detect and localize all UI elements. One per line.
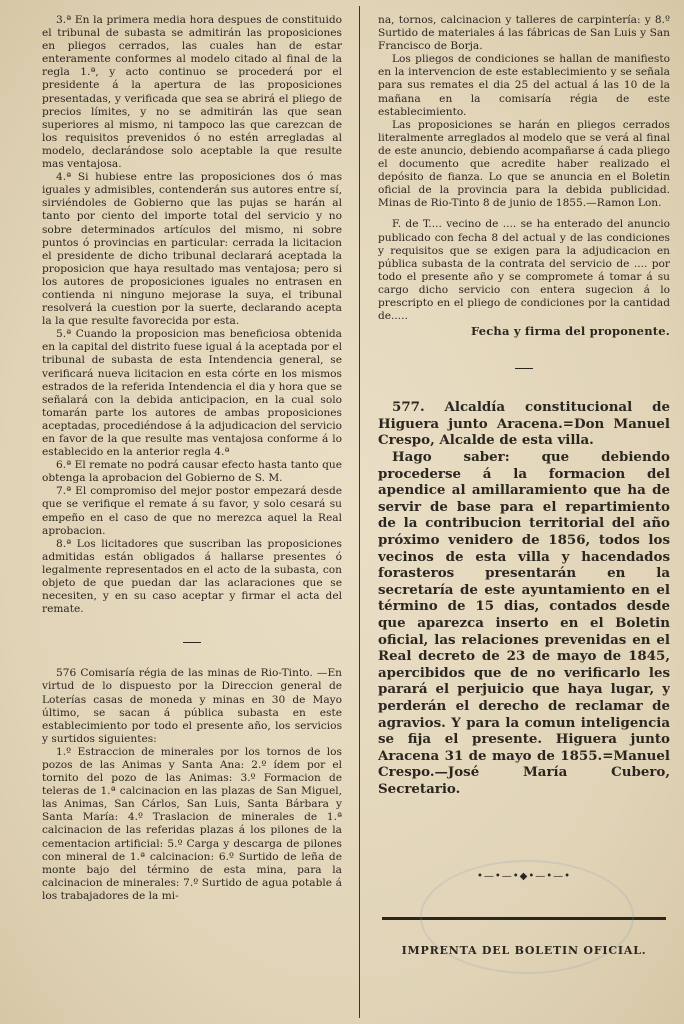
rule-6-paragraph: 6.ª El remate no podrá causar efecto hasta tanto que obtenga la aprobacion del Gobierno de S. M. <box>42 459 342 485</box>
notice-576-proposals: Las proposiciones se harán en pliegos cerrados literalmente arreglados al modelo que se verá al final de este anuncio, debiendo acompañarse á cada pliego el documento que acredite haber realizado el depósito de fianza. Lo que se anuncia en el Boletin oficial de la provincia para la debida publicidad. Minas de Rio-Tinto 8 de junio de 1855.—Ramon Lon. <box>378 118 670 210</box>
section-divider <box>515 368 533 369</box>
proposal-model-signature: Fecha y firma del proponente. <box>470 324 670 339</box>
notice-577-heading: 577. Alcaldía constitucional de Higuera junto Aracena.=Don Manuel Crespo, Alcalde de esta villa. <box>378 399 670 449</box>
notice-576-intro: 576 Comisaría régia de las minas de Rio-Tinto. —En virtud de lo dispuesto por la Direccion general de Loterías casas de moneda y minas en 30 de Mayo último, se sacan á pública subasta en este establecimiento por todo el presente año, los servicios y surtidos siguientes: <box>42 667 342 745</box>
notice-576-conditions: Los pliegos de condiciones se hallan de manifiesto en la intervencion de este establecimiento y se señala para sus remates el dia 25 del actual á las 10 de la mañana en la comisaría régia de este establecimiento. <box>378 53 670 118</box>
ornament-divider: •—•—•◆•—•—• <box>476 870 572 882</box>
rule-3-paragraph: 3.ª En la primera media hora despues de constituido el tribunal de subasta se admitirán las proposiciones en pliegos cerrados, las cuales han de estar enteramente conformes al modelo citado al final de la regla 1.ª, y acto continuo se procederá por el presidente á la apertura de las proposiciones presentadas, y verificada que sea se abrirá el pliego de precios límites, y no se admitirán las que sean superiores al mismo, ni tampoco las que carezcan de los requisitos prevenidos ó no estén arregladas al modelo, declarándose solo aceptable la que resulte mas ventajosa. <box>42 14 342 171</box>
rule-8-paragraph: 8.ª Los licitadores que suscriban las proposiciones admitidas están obligados á hallarse presentes ó legalmente representados en el acto de la subasta, con objeto de que puedan dar las aclaraciones que se necesiten, y en su caso aceptar y firmar el acta del remate. <box>42 537 342 616</box>
left-column <box>42 14 342 903</box>
imprint-line: IMPRENTA DEL BOLETIN OFICIAL. <box>401 943 647 957</box>
notice-577-body: Hago saber: que debiendo procederse á la formacion del apendice al amillaramiento que ha de servir de base para el repartimiento de la contribucion territorial del año próximo venidero de 1856, todos los vecinos de esta villa y hacendados forasteros presentarán en la secretaría de este ayuntamiento en el término de 15 dias, contados desde que aparezca inserto en el Boletin oficial, las relaciones prevenidas en el Real decreto de 23 de mayo de 1845, apercibidos que de no verificarlo les parará el perjuicio que haya lugar, y perderán el derecho de reclamar de agravios. Y para la comun inteligencia se fija el presente. Higuera junto Aracena 31 de mayo de 1855.=Manuel Crespo.—José María Cubero, Secretario. <box>378 449 670 797</box>
imprint-rule <box>382 917 666 920</box>
section-divider <box>183 642 201 643</box>
proposal-model-text: F. de T.... vecino de .... se ha enterado del anuncio publicado con fecha 8 del actual y de las condiciones y requisitos que se exigen para la adjudicacion en pública subasta de la contrata del servicio de .... por todo el presente año y se compromete á tomar á su cargo dicho servicio con entera sugecion á lo prescripto en el pliego de condiciones por la cantidad de..... <box>378 218 670 323</box>
rule-7-paragraph: 7.ª El compromiso del mejor postor empezará desde que se verifique el remate á su favor, y solo cesará su empeño en el caso de que no merezca aquel la Real aprobacion. <box>42 485 342 537</box>
notice-577 <box>378 399 670 797</box>
notice-576-items: 1.º Estraccion de minerales por los tornos de los pozos de las Animas y Santa Ana: 2.º ídem por el tornito del pozo de las Animas: 3.º Formacion de teleras de 1.ª calcinacion en las plazas de San Miguel, las Animas, San Cárlos, San Luis, Santa Bárbara y Santa María: 4.º Traslacion de minerales de 1.ª calcinacion de las referidas plazas á los pilones de la cementacion artificial: 5.º Carga y descarga de pilones con mineral de 1.ª calcinacion: 6.º Surtido de leña de monte bajo del término de esta mina, para la calcinacion de minerales: 7.º Surtido de agua potable á los trabajadores de la mi- <box>42 745 342 902</box>
rule-4-paragraph: 4.ª Si hubiese entre las proposiciones dos ó mas iguales y admisibles, contenderán sus autores entre sí, sirviéndoles de Gobierno que las pujas se harán al tanto por ciento del importe total del servicio y no sobre determinados artículos del mismo, ni sobre puntos ó provincias en particular: cerrada la licitacion el presidente de dicho tribunal declarará aceptada la proposicion que haya resultado mas ventajosa; pero si los autores de proposiciones iguales no entrasen en contienda ni ninguno mejorase la suya, el tribunal resolverá la cuestion por la suerte, declarando acepta la la que resulte favorecida por esta. <box>42 171 342 328</box>
notice-576-continuation: na, tornos, calcinacion y talleres de carpintería: y 8.º Surtido de materiales á las fábricas de San Luis y San Francisco de Borja. <box>378 14 670 53</box>
column-divider <box>359 6 360 1018</box>
right-column <box>378 14 670 957</box>
rule-5-paragraph: 5.ª Cuando la proposicion mas beneficiosa obtenida en la capital del distrito fuese igual á la aceptada por el tribunal de subasta de esta Intendencia general, se verificará nueva licitacion en esta córte en los mismos estrados de la referida Intendencia el dia y hora que se señalará con la debida anticipacion, en la cual solo tomarán parte los autores de ambas proposiciones aceptadas, procediéndose á la adjudicacion del servicio en favor de la que resulte mas ventajosa conforme á lo establecido en la anterior regla 4.ª <box>42 328 342 459</box>
